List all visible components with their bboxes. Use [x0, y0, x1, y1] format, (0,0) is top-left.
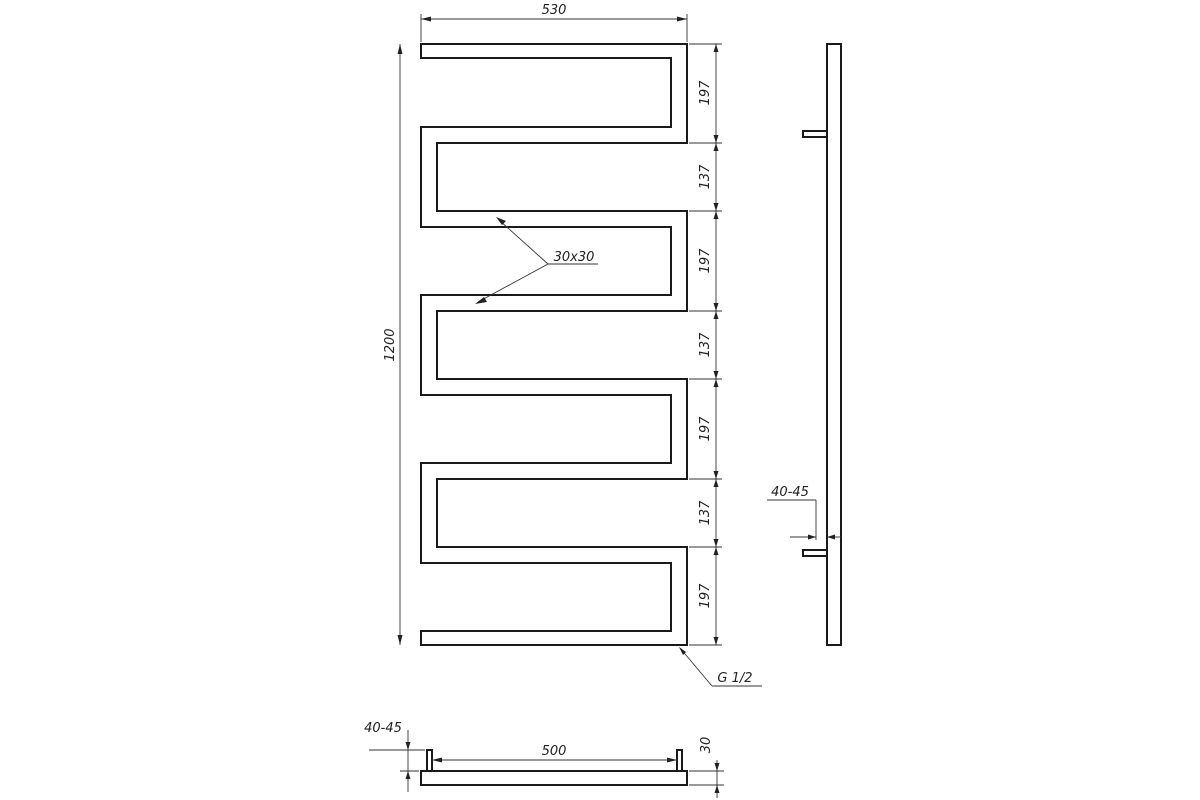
depth-dimension — [689, 737, 724, 798]
bottom-offset-label: 40-45 — [364, 721, 402, 736]
segment-label-4: 137 — [698, 332, 713, 358]
segment-label-5: 197 — [698, 416, 713, 442]
radiator-outline-outer — [421, 44, 687, 645]
side-bottom-mount — [803, 550, 827, 556]
center-distance-label: 500 — [541, 744, 567, 759]
profile-label: 30x30 — [553, 250, 595, 265]
side-view — [767, 44, 842, 645]
width-label: 530 — [541, 3, 567, 18]
height-dimension — [383, 44, 403, 645]
bottom-profile-bar — [421, 771, 687, 785]
bottom-right-mount — [677, 750, 682, 771]
segment-label-3: 197 — [698, 248, 713, 274]
height-label: 1200 — [383, 328, 398, 362]
side-offset-dimension — [767, 485, 842, 540]
bottom-view — [364, 721, 724, 798]
depth-label: 30 — [699, 736, 714, 754]
connection-label: G 1/2 — [717, 671, 753, 686]
width-dimension — [421, 3, 687, 42]
side-top-mount — [803, 131, 827, 137]
segment-dimensions — [689, 44, 722, 645]
connection-callout — [679, 647, 762, 686]
segment-label-7: 197 — [698, 583, 713, 609]
profile-callout — [475, 217, 598, 304]
bottom-left-mount — [427, 750, 432, 771]
front-view — [383, 3, 762, 686]
side-profile-bar — [827, 44, 841, 645]
segment-label-1: 197 — [698, 80, 713, 106]
side-offset-label: 40-45 — [771, 485, 809, 500]
center-distance-dimension — [432, 744, 677, 763]
segment-label-6: 137 — [698, 500, 713, 526]
segment-label-2: 137 — [698, 164, 713, 190]
bottom-offset-dimension — [364, 721, 425, 792]
